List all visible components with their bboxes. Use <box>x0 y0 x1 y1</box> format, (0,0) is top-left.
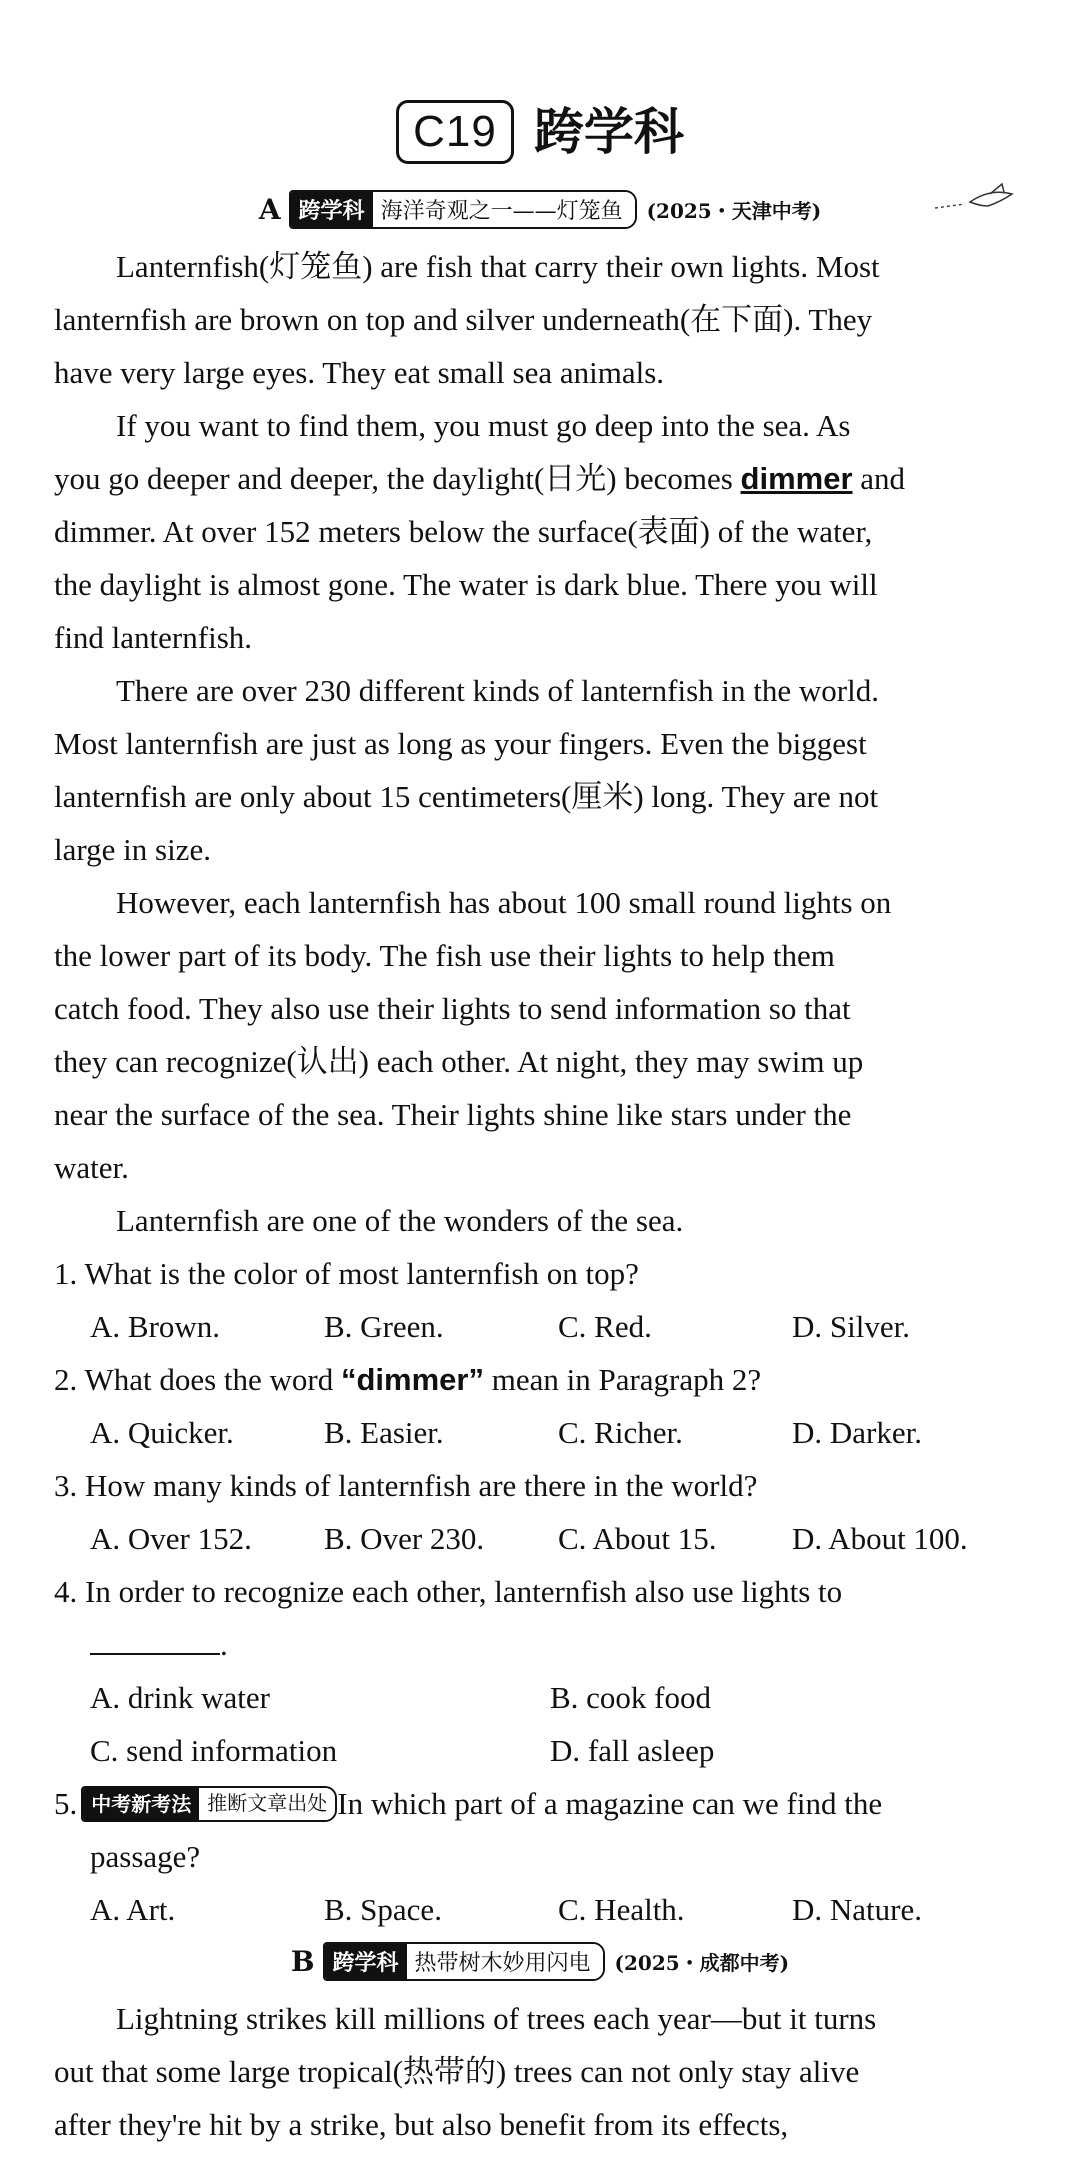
passage-line: water. <box>54 1150 129 1185</box>
option-b[interactable]: B. Over 230. <box>324 1521 485 1556</box>
section-a-source: (2025・天津中考) <box>646 199 822 223</box>
question-5-text: In which part of a magazine can we find the <box>337 1786 883 1821</box>
page-title <box>0 100 1080 164</box>
option-a[interactable]: A. Quicker. <box>90 1415 234 1450</box>
question-4: 4. In order to recognize each other, lanternfish also use lights to <box>54 1574 843 1609</box>
passage-line: near the surface of the sea. Their lights shine like stars under the <box>54 1097 852 1132</box>
question-4-options-row2 <box>90 1724 1050 1777</box>
option-a[interactable]: A. Art. <box>90 1892 176 1927</box>
question-1-options <box>90 1300 1050 1353</box>
section-a-tag-label: 跨学科 <box>291 192 373 227</box>
passage-line: Lanternfish(灯笼鱼) are fish that carry their own lights. Most <box>116 249 880 284</box>
answer-blank[interactable]: . <box>90 1618 1080 1671</box>
passage-b-line: Lightning strikes kill millions of trees each year—but it turns <box>116 2001 877 2036</box>
passage-line: lanternfish are brown on top and silver underneath(在下面). They <box>54 302 873 337</box>
question-3-options <box>90 1512 1050 1565</box>
option-c[interactable]: C. About 15. <box>558 1521 717 1556</box>
question-5-options <box>90 1883 1050 1936</box>
section-b-letter: B <box>290 1945 315 1978</box>
passage-b-line: after they're hit by a strike, but also benefit from its effects, <box>54 2107 789 2142</box>
passage-line: There are over 230 different kinds of lanternfish in the world. <box>116 673 879 708</box>
question-2-text: 2. What does the word <box>54 1362 341 1397</box>
section-b-topic: 热带树木妙用闪电 <box>407 1944 603 1979</box>
unit-badge: C19 <box>396 100 514 164</box>
passage-line: the lower part of its body. The fish use their lights to help them <box>54 938 835 973</box>
passage-line: find lanternfish. <box>54 620 253 655</box>
question-5-number: 5. <box>54 1786 78 1821</box>
option-a[interactable]: A. Brown. <box>90 1309 221 1344</box>
section-b-tag <box>323 1942 605 1981</box>
section-b-tag-label: 跨学科 <box>325 1944 407 1979</box>
passage-line: have very large eyes. They eat small sea animals. <box>54 355 665 390</box>
question-2 <box>54 1353 1044 1406</box>
question-5-subtag: 推断文章出处 <box>199 1788 335 1820</box>
question-5 <box>54 1777 1044 1830</box>
passage-line: However, each lanternfish has about 100 small round lights on <box>116 885 892 920</box>
passage-text: and <box>852 461 906 496</box>
question-2-keyword: “dimmer” <box>340 1362 484 1397</box>
option-c[interactable]: C. send information <box>90 1733 338 1768</box>
option-c[interactable]: C. Richer. <box>558 1415 683 1450</box>
passage-line: Lanternfish are one of the wonders of the sea. <box>116 1203 684 1238</box>
passage-line: lanternfish are only about 15 centimeters(厘米) long. They are not <box>54 779 879 814</box>
section-b-source: (2025・成都中考) <box>614 1951 790 1975</box>
question-5-text-cont: passage? <box>90 1839 201 1874</box>
option-d[interactable]: D. Silver. <box>792 1309 910 1344</box>
question-4-options-row1 <box>90 1671 1050 1724</box>
passage-b-line: out that some large tropical(热带的) trees can not only stay alive <box>54 2054 860 2089</box>
option-d[interactable]: D. Nature. <box>792 1892 922 1927</box>
blank-line[interactable] <box>90 1623 220 1655</box>
question-2-text: mean in Paragraph 2? <box>483 1362 762 1397</box>
option-a[interactable]: A. Over 152. <box>90 1521 252 1556</box>
option-c[interactable]: C. Health. <box>558 1892 685 1927</box>
option-d[interactable]: D. About 100. <box>792 1521 968 1556</box>
question-5-tag-label: 中考新考法 <box>83 1788 199 1820</box>
section-a-letter: A <box>258 193 281 226</box>
passage-line: If you want to find them, you must go deep into the sea. As <box>116 408 851 443</box>
passage-line: dimmer. At over 152 meters below the surface(表面) of the water, <box>54 514 873 549</box>
option-b[interactable]: B. Green. <box>324 1309 444 1344</box>
section-a-header <box>0 190 1080 229</box>
question-5-tag <box>81 1786 337 1822</box>
question-3: 3. How many kinds of lanternfish are there in the world? <box>54 1468 758 1503</box>
option-d[interactable]: D. fall asleep <box>550 1733 715 1768</box>
passage-line: the daylight is almost gone. The water is dark blue. There you will <box>54 567 878 602</box>
option-a[interactable]: A. drink water <box>90 1680 270 1715</box>
section-a-topic: 海洋奇观之一——灯笼鱼 <box>373 192 635 227</box>
option-b[interactable]: B. Easier. <box>324 1415 444 1450</box>
section-b-header <box>0 1942 1080 1981</box>
unit-title: 跨学科 <box>533 103 684 161</box>
question-1: 1. What is the color of most lanternfish on top? <box>54 1256 639 1291</box>
passage-line: Most lanternfish are just as long as your fingers. Even the biggest <box>54 726 867 761</box>
section-a-tag <box>289 190 637 229</box>
fish-sketch-icon <box>930 180 1020 220</box>
passage-line: they can recognize(认出) each other. At night, they may swim up <box>54 1044 864 1079</box>
passage-line: catch food. They also use their lights to send information so that <box>54 991 851 1026</box>
option-d[interactable]: D. Darker. <box>792 1415 922 1450</box>
passage-text: you go deeper and deeper, the daylight(日光) becomes <box>54 461 741 496</box>
passage-line: large in size. <box>54 832 211 867</box>
question-2-options <box>90 1406 1050 1459</box>
option-b[interactable]: B. cook food <box>550 1680 712 1715</box>
option-b[interactable]: B. Space. <box>324 1892 442 1927</box>
option-c[interactable]: C. Red. <box>558 1309 652 1344</box>
passage-line-with-keyword <box>54 452 1034 505</box>
keyword-dimmer: dimmer <box>740 461 853 496</box>
